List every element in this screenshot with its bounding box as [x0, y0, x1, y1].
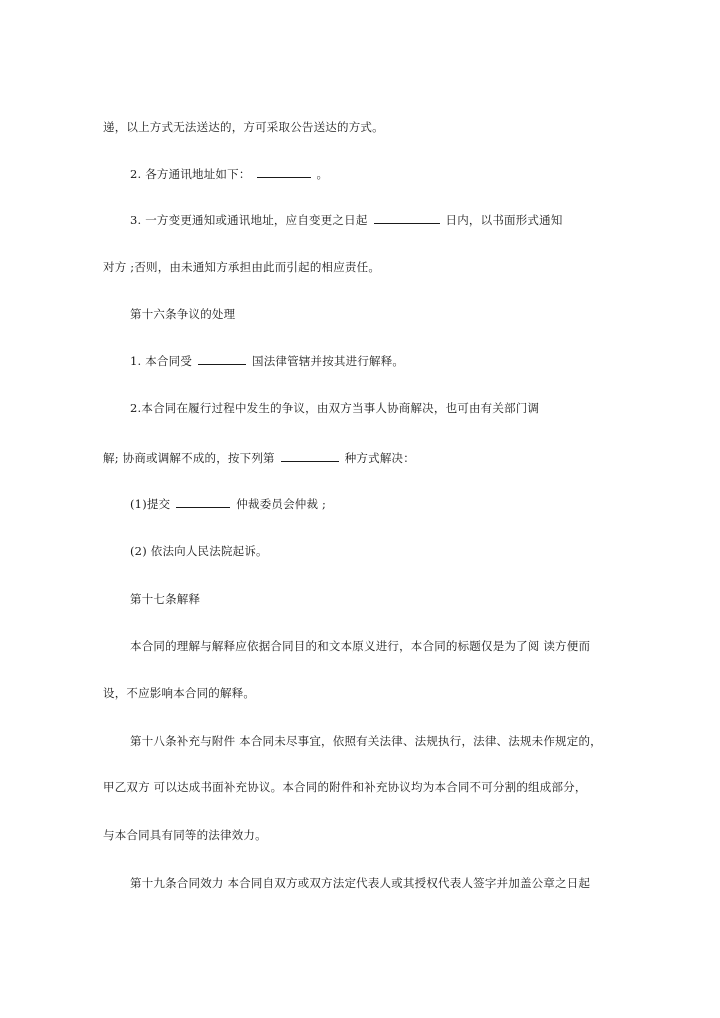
- text-line: 2.本合同在履行过程中发生的争议，由双方当事人协商解决，也可由有关部门调: [130, 401, 540, 415]
- text-line: 对方 ;否则，由未通知方承担由此而引起的相应责任。: [103, 260, 381, 274]
- text-line: 甲乙双方 可以达成书面补充协议。本合同的附件和补充协议均为本合同不可分割的组成部分，: [103, 780, 587, 794]
- text-line: 递，以上方式无法送达的，方可采取公告送达的方式。: [103, 120, 384, 134]
- fill-in-blank: [176, 497, 230, 508]
- text-line: 第十八条补充与附件 本合同未尽事宜，依照有关法律、法规执行，法律、法规未作规定的，: [130, 734, 602, 748]
- text-line-with-blank: 2. 各方通讯地址如下： 。: [130, 167, 329, 181]
- text-line: 第十九条合同效力 本合同自双方或双方法定代表人或其授权代表人签字并加盖公章之日起: [130, 876, 591, 890]
- text-line: 设，不应影响本合同的解释。: [103, 686, 256, 700]
- text-line: 本合同的理解与解释应依据合同目的和文本原义进行，本合同的标题仅是为了阅 读方便而: [130, 639, 591, 653]
- fill-in-blank: [374, 213, 440, 224]
- text-line-with-blank: (1)提交 仲裁委员会仲裁 ;: [130, 497, 327, 511]
- section-heading: 第十七条解释: [130, 592, 201, 606]
- section-heading: 第十六条争议的处理: [130, 307, 236, 321]
- fill-in-blank: [281, 451, 339, 462]
- text-line: (2) 依法向人民法院起诉。: [130, 544, 268, 558]
- text-line-with-blank: 解; 协商或调解不成的，按下列第 种方式解决：: [103, 451, 415, 465]
- fill-in-blank: [198, 354, 246, 365]
- text-line-with-blank: 1. 本合同受 国法律管辖并按其进行解释。: [130, 354, 405, 368]
- text-line-with-blank: 3. 一方变更通知或通讯地址，应自变更之日起 日内，以书面形式通知: [130, 213, 563, 227]
- text-line: 与本合同具有同等的法律效力。: [103, 828, 267, 842]
- fill-in-blank: [257, 167, 311, 178]
